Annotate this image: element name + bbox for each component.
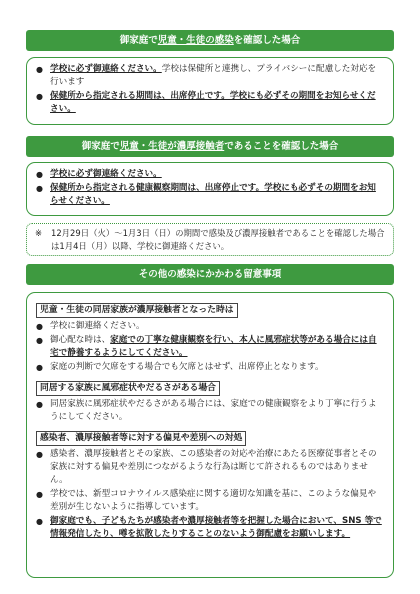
section2-item-strong: 保健所から指定される健康観察期間は、出席停止です。学校にも必ずその期間をお知らせください。 <box>50 183 376 206</box>
section2-title-pre: 御家庭で <box>81 141 120 152</box>
section2-item <box>36 182 384 208</box>
section1-title-em: 児童・生徒の感染 <box>157 35 234 46</box>
group3-item-text: 学校では、新型コロナウイルス感染症に関する適切な知識を基に、このような偏見や差別が生じないように指導しています。 <box>50 489 377 512</box>
section2-banner <box>26 136 394 157</box>
group3-item <box>36 488 384 514</box>
group1-item <box>36 320 384 333</box>
section2-item-strong: 学校に必ず御連絡ください。 <box>50 169 162 179</box>
section2-item <box>36 168 384 181</box>
section2-box <box>26 162 394 216</box>
group3-item-strong: 御家庭でも、子どもたちが感染者や濃厚接触者等を把握した場合において、SNS 等で情報発信したり、噂を拡散したりすることのないよう御配慮をお願いします。 <box>50 516 382 539</box>
note-mark: ※ <box>35 228 43 238</box>
group3-heading: 感染者、濃厚接触者等に対する偏見や差別への対処 <box>36 431 246 446</box>
section1-item <box>36 63 384 89</box>
section3-banner <box>26 264 394 285</box>
section1-item-strong: 保健所から指定される期間は、出席停止です。学校にも必ずその期間をお知らせください。 <box>50 91 376 114</box>
group1-item-text: 家庭の判断で欠席をする場合でも欠席とはせず、出席停止となります。 <box>50 362 324 372</box>
holiday-note-text <box>35 227 385 253</box>
group1-item-text: 学校に御連絡ください。 <box>50 321 145 331</box>
group1-heading: 児童・生徒の同居家族が濃厚接触者となった時は <box>36 303 238 318</box>
section1-box <box>26 57 394 125</box>
group1-item-pre: 御心配な時は、 <box>50 335 111 345</box>
group1-item <box>36 361 384 374</box>
group1-item-strong: 家庭での丁寧な健康観察を行い、本人に風邪症状等がある場合には自宅で静養するようにしてください。 <box>50 335 377 358</box>
group3-item <box>36 448 384 487</box>
group1-item <box>36 334 384 360</box>
section1-item-strong: 学校に必ず御連絡ください。 <box>50 64 162 74</box>
group2-item-text: 同居家族に風邪症状やだるさがある場合には、家庭での健康観察をより丁寧に行うようにしてください。 <box>50 399 377 422</box>
section1-title-post: を確認した場合 <box>233 35 301 46</box>
holiday-note <box>26 223 394 256</box>
section1-title-pre: 御家庭で <box>119 35 158 46</box>
group2-heading: 同居する家族に風邪症状やだるさがある場合 <box>36 381 220 396</box>
group3-item <box>36 515 384 541</box>
group3-item-text: 感染者、濃厚接触者とその家族、この感染者の対応や治療にあたる医療従事者とその家族に対する偏見や差別につながるような行為は断じて許されるものではありません。 <box>50 449 377 485</box>
section3-title: その他の感染にかかわる留意事項 <box>138 269 282 280</box>
section2-title-post: であることを確認した場合 <box>224 141 339 152</box>
group2-item <box>36 398 384 424</box>
section2-title-em: 児童・生徒が濃厚接触者 <box>119 141 225 152</box>
section1-banner <box>26 30 394 51</box>
section3-box <box>26 292 394 578</box>
note-body: 12月29日（火）～1月3日（日）の期間で感染及び濃厚接触者であることを確認した場合は1月4日（月）以降、学校に御連絡ください。 <box>51 228 385 251</box>
section1-item <box>36 90 384 116</box>
section1-item-text: 学校は保健所と連携し、プライバシーに配慮した対応を行います <box>50 64 377 87</box>
